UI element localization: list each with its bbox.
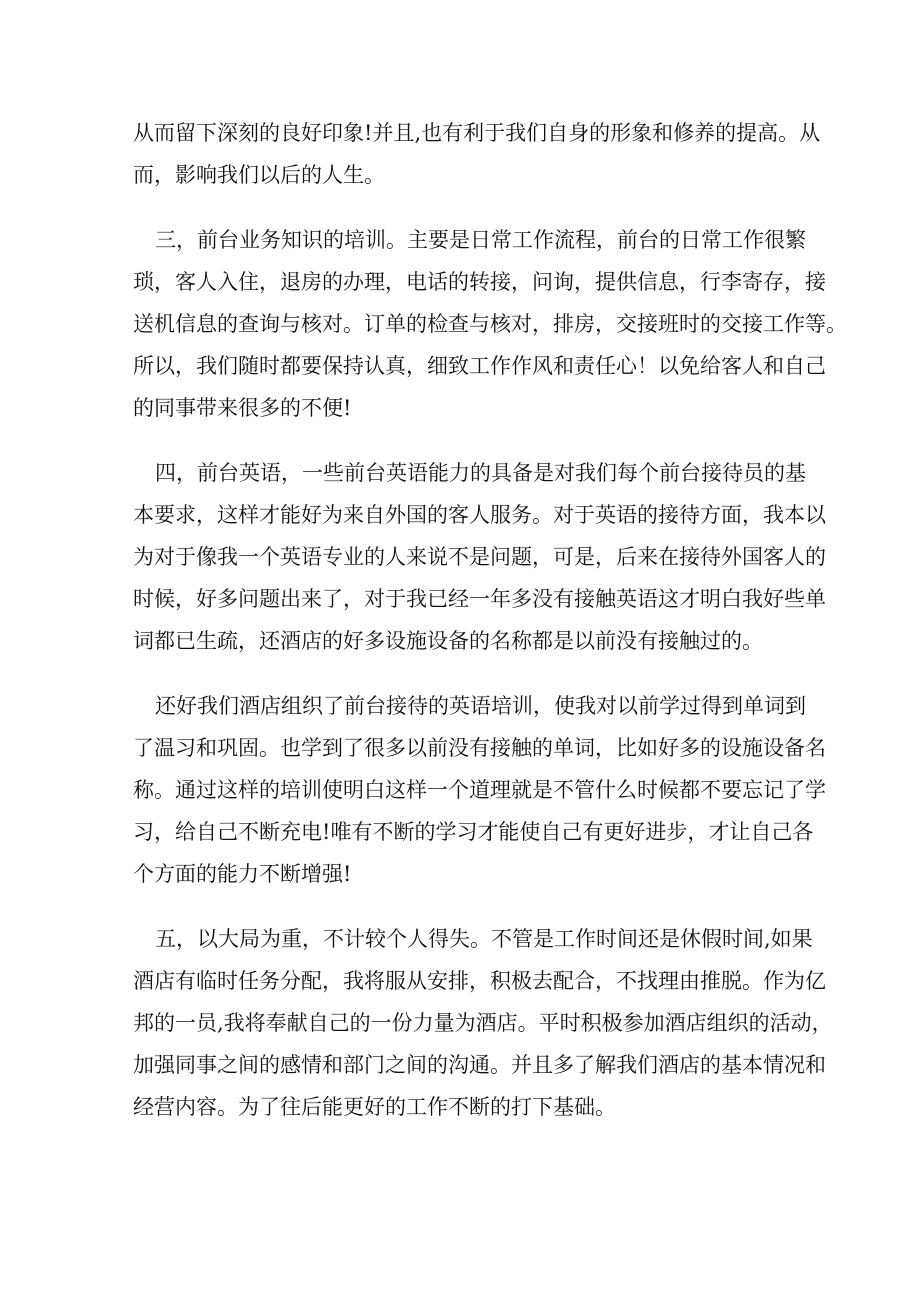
paragraph-4 (133, 685, 826, 895)
paragraph-2 (133, 219, 847, 429)
text-line: 本要求，这样才能好为来自外国的客人服务。对于英语的接待方面，我本以 (133, 503, 826, 527)
text-line: 词都已生疏，还酒店的好多设施设备的名称都是以前没有接触过的。 (133, 629, 763, 653)
text-line: 的同事带来很多的不便! (133, 396, 352, 420)
text-line: 所以，我们随时都要保持认真，细致工作作风和责任心！以免给客人和自己 (133, 354, 826, 378)
paragraph-1 (133, 112, 821, 196)
paragraph-3 (133, 452, 826, 662)
text-line: 加强同事之间的感情和部门之间的沟通。并且多了解我们酒店的基本情况和 (133, 1053, 826, 1077)
text-line: 三，前台业务知识的培训。主要是日常工作流程，前台的日常工作很繁 (155, 228, 806, 252)
text-line: 称。通过这样的培训使明白这样一个道理就是不管什么时候都不要忘记了学 (133, 778, 826, 802)
text-line: 四，前台英语，一些前台英语能力的具备是对我们每个前台接待员的基 (155, 461, 806, 485)
text-line: 五，以大局为重，不计较个人得失。不管是工作时间还是休假时间,如果 (155, 927, 813, 951)
text-line: 为对于像我一个英语专业的人来说不是问题，可是，后来在接待外国客人的 (133, 545, 826, 569)
paragraph-5 (133, 918, 833, 1128)
text-line: 经营内容。为了往后能更好的工作不断的打下基础。 (133, 1095, 616, 1119)
text-line: 还好我们酒店组织了前台接待的英语培训，使我对以前学过得到单词到 (155, 694, 806, 718)
text-line: 而，影响我们以后的人生。 (133, 163, 385, 187)
text-line: 时候，好多问题出来了，对于我已经一年多没有接触英语这才明白我好些单 (133, 587, 826, 611)
text-line: 送机信息的查询与核对。订单的检查与核对，排房，交接班时的交接工作等。 (133, 312, 847, 336)
text-line: 从而留下深刻的良好印象!并且,也有利于我们自身的形象和修养的提高。从 (133, 121, 821, 145)
text-line: 个方面的能力不断增强! (133, 862, 352, 886)
document-body (133, 112, 847, 1151)
text-line: 琐，客人入住，退房的办理，电话的转接，问询，提供信息，行李寄存，接 (133, 270, 826, 294)
text-line: 习，给自己不断充电!唯有不断的学习才能使自己有更好进步，才让自己各 (133, 820, 814, 844)
text-line: 了温习和巩固。也学到了很多以前没有接触的单词，比如好多的设施设备名 (133, 736, 826, 760)
text-line: 邦的一员,我将奉献自己的一份力量为酒店。平时积极参加酒店组织的活动， (133, 1011, 833, 1035)
text-line: 酒店有临时任务分配，我将服从安排，积极去配合，不找理由推脱。作为亿 (133, 969, 826, 993)
